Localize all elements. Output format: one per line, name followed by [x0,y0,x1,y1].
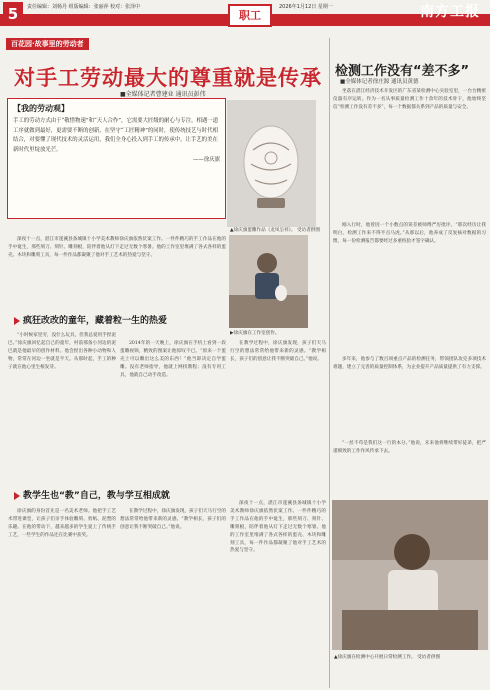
workshop-photo [229,235,308,328]
teaching-paragraph: 徐庆旗的身份首先是一名美术老师。他把手工艺术带进课堂，让孩子们亲手体验雕刻、剪纸、泥塑的乐趣。在他的带动下，越来越多的学生爱上了传统手工艺，一些学生的作品还在比赛中获奖。 [8,509,116,538]
side-paragraph-3: 多年来，他参与了数百项重点产品的检测任务，带领团队攻克多项技术难题，建立了完善的质量控制体系，为企业提升产品质量提供了有力支撑。 [333,357,486,370]
side-paragraph-4: “一丝不苟是我们这一行的本分。”他说，未来他将继续带好徒弟，把严谨细致的工作作风传承下去。 [333,441,486,454]
column-divider [329,38,330,688]
teaching-paragraph-2: 在教学过程中，徐庆旗发现，孩子们天马行空的想法常常给他带来新的灵感。“教学相长，孩子们的创意让我不断突破自己。”他说。 [120,509,226,530]
subhead-childhood-text: 疯狂改改的童年，藏着粒一生的热爱 [23,316,168,326]
masthead [0,0,490,30]
side-headline: 检测工作没有“差不多” [335,64,470,79]
side-paragraph-1: 坐落在湛江经济技术开发区的广东省某检测中心实验室里，一台台精密仪器有序运转。作为一名从事质量检测工作十余年的技术骨干，他始终坚信“检测工作没有差不多”，每一个数据都关系到产品的质量与安全。 [333,89,486,110]
side-photo-caption: ▲徐庆旗在检测中心开展日常检测工作。 受访者供图 [334,655,441,660]
page-number: 5 [3,2,23,26]
labor-view-signature: ——徐庆旗 [193,157,220,163]
side-paragraph-2: 刚入行时，他曾因一个小数点的误差被师傅严厉批评。“那次经历让我明白，检测工作来不得半点马虎。”从那以后，他养成了反复核对数据的习惯，每一份检测报告都要经过多重校验才签字确认。 [333,223,486,244]
side-byline: ■全媒体记者徐庄源 通讯员黄德 [340,79,419,85]
newspaper-logo: 南方工报 [420,4,480,20]
main-headline: 对手工劳动最大的尊重就是传承 [14,65,322,90]
photo-caption-2: ▶徐庆旗在工作室创作。 [230,331,280,336]
intro-paragraph: 深夜十一点，湛江市遂溪县条城镇十小学美术教师徐庆旗依然伏案工作。一件件精巧的手工作品在他的手中诞生，那些刻刀、刻针、雕刻板，陪伴着他从灯下走过无数个寒暑。他的工作室里堆满了各式各样的蛋壳、木块和雕刻工具，每一件作品都凝聚了他对手工艺术的热爱与坚守。 [8,237,226,258]
labor-view-box [7,98,226,219]
triangle-icon [14,317,20,325]
lab-work-illustration [332,500,488,650]
editor-credits: 责任编辑：刘杨丹 组版编辑：张丽萍 校对：张泽中 [27,4,141,10]
section-label: 职工 [228,4,272,27]
triangle-icon [14,492,20,500]
workshop-illustration [229,235,308,328]
main-byline: ■全媒体记者曹建业 通讯员彭伟 [120,91,206,98]
learning-paragraph: 2014年的一天晚上，徐庆旗在手机上看到一段蛋雕视频，精致的图案让他惊叹不已。“原来一个蛋壳上可以雕出这么美的东西！”他当即决定自学蛋雕。没有老师指导，他就上网找教程；没有专用工具，他就自己动手改造。 [120,341,226,378]
issue-date: 2026年1月12日 星期一 [279,4,333,10]
column-tag: 百花园·故事里的劳动者 [6,38,89,50]
subhead-teaching [14,488,170,501]
subhead-childhood [14,313,167,326]
photo-caption-1: ▲徐庆旗蛋雕作品《龙凤呈祥》。 受访者供图 [230,228,320,233]
childhood-paragraph: “小时候家里穷，没什么玩具，但我总爱用手捏泥巴。”徐庆旗回忆起自己的童年，村前那条小河边的泥巴就是他最早的创作材料。他会捏出各种小动物和人物，常常在河边一坐就是半天。从那时起，手工的种子就在他心里生根发芽。 [8,333,116,370]
egg-carving-photo [227,100,316,227]
labor-view-body: 手工的劳动方式由于“敬惜物速”和“天人合作”，它需要大匠级的耐心与专注，相遇一道工序就做到最好，更需要不断的创新，在坚守“工匠精神”的同时，使传统技艺与时代相结合，对要懂了现代技术的灵活运用，我们全身心投入到手工的传承中，让手艺的美在新时代里绽放光芒。 [13,118,219,153]
subhead-teaching-text: 教学生也“教”自己，教与学互相成就 [23,491,170,501]
learning-paragraph-cont: 在教学过程中，徐庆旗发现，孩子们天马行空的想法常常给他带来新的灵感。“教学相长，孩子们的创意让我不断突破自己。”他说。 [230,341,326,362]
side-photo [332,500,488,650]
egg-carving-illustration [227,100,316,227]
labor-view-heading: 【我的劳动观】 [13,104,69,113]
teaching-paragraph-3: 深夜十一点，湛江市遂溪县条城镇十小学美术教师徐庆旗依然伏案工作。一件件精巧的手工作品在他的手中诞生，那些刻刀、刻针、雕刻板，陪伴着他从灯下走过无数个寒暑。他的工作室里堆满了各式各样的蛋壳、木块和雕刻工具，每一件作品都凝聚了他对手工艺术的热爱与坚守。 [230,501,326,554]
